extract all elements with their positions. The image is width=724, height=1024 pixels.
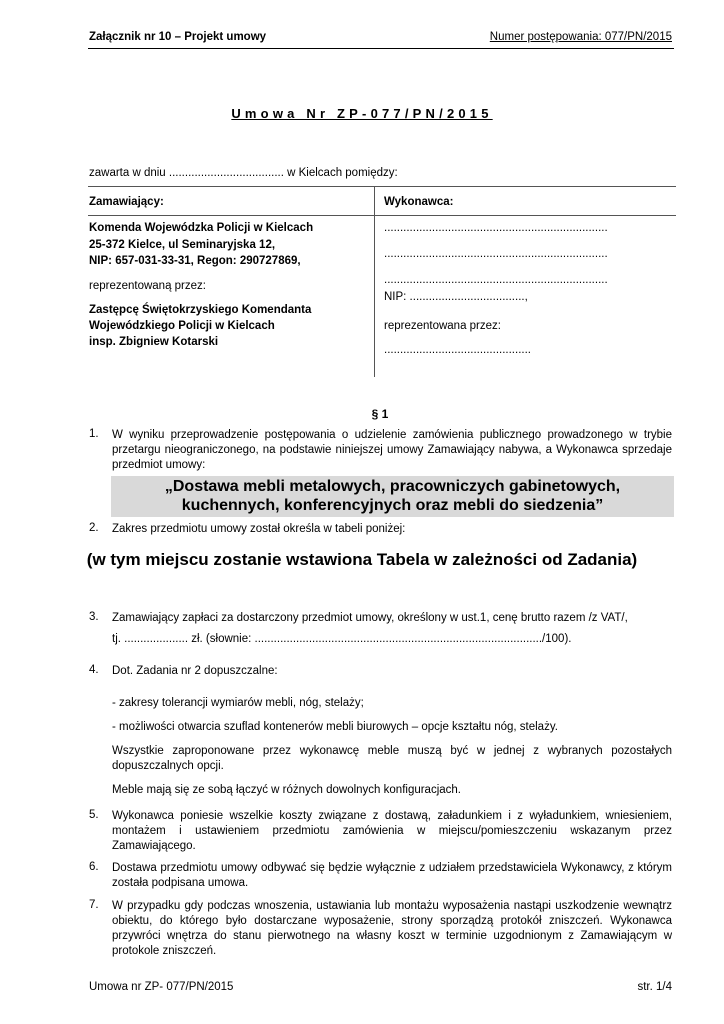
parties-table-header-line (88, 215, 676, 216)
contractor-heading: Wykonawca: (384, 196, 454, 208)
orderer-line-1: Komenda Wojewódzka Policji w Kielcach (89, 222, 314, 234)
contractor-nip: NIP: ...................................., (384, 291, 528, 303)
contractor-blank-3: ...................................................................... (384, 274, 608, 286)
subject-banner-line-2: kuchennych, konferencyjnych oraz mebli do siedzenia” (181, 497, 604, 514)
paragraph-3-line-2: tj. .................... zł. (słownie: ........................................................................................../100). (112, 633, 572, 645)
paragraph-5-number: 5. (89, 809, 99, 821)
section-heading: § 1 (371, 407, 389, 421)
paragraph-4-line-2: - zakresy tolerancji wymiarów mebli, nóg, stelaży; (112, 697, 364, 709)
table-insert-note: (w tym miejscu zostanie wstawiona Tabela w zależności od Zadania) (86, 550, 638, 569)
subject-banner-line-1: „Dostawa mebli metalowych, pracowniczych gabinetowych, (164, 478, 621, 495)
orderer-rep-line-2: Wojewódzkiego Policji w Kielcach (89, 320, 275, 332)
subject-banner (111, 476, 674, 517)
paragraph-2-number: 2. (89, 522, 99, 534)
parties-table-top-line (88, 186, 676, 187)
paragraph-5: Wykonawca poniesie wszelkie koszty związane z dostawą, załadunkiem i z wyładunkiem, wniesieniem, montażem i ustawieniem przedmiotu zamówienia w miejscu/pomieszczeniu wskazanym przez Zamawiającego. (112, 810, 672, 852)
orderer-rep-line-3: insp. Zbigniew Kotarski (89, 336, 219, 348)
orderer-rep-label: reprezentowaną przez: (89, 280, 206, 292)
paragraph-6-number: 6. (89, 861, 99, 873)
paragraph-6: Dostawa przedmiotu umowy odbywać się będzie wyłącznie z udziałem przedstawiciela Wykonawcy, z którym została podpisana umowa. (112, 862, 672, 889)
paragraph-1: W wyniku przeprowadzenie postępowania o udzielenie zamówienia publicznego prowadzonego w trybie przetargu nieograniczonego, na podstawie niniejszej umowy Zamawiający nabywa, a Wykonawca sprzedaje przedmiot umowy: (112, 429, 672, 471)
paragraph-2: Zakres przedmiotu umowy został określa w tabeli poniżej: (112, 523, 406, 535)
paragraph-4-line-5: Meble mają się ze sobą łączyć w różnych dowolnych konfiguracjach. (112, 784, 461, 796)
parties-table-divider (374, 186, 375, 377)
contractor-rep-label: reprezentowana przez: (384, 320, 501, 332)
header-attachment-label: Załącznik nr 10 – Projekt umowy (89, 31, 267, 43)
paragraph-3-number: 3. (89, 611, 99, 623)
footer-page-number: str. 1/4 (637, 981, 672, 993)
contract-title (0, 106, 724, 121)
header-case-number: Numer postępowania: 077/PN/2015 (489, 31, 672, 43)
footer-contract-number: Umowa nr ZP- 077/PN/2015 (89, 981, 234, 993)
contractor-blank-1: ...................................................................... (384, 222, 608, 234)
orderer-heading: Zamawiający: (89, 196, 164, 208)
orderer-rep-line-1: Zastępcę Świętokrzyskiego Komendanta (89, 304, 312, 316)
header-divider (88, 48, 674, 49)
paragraph-3-line-1: Zamawiający zapłaci za dostarczony przedmiot umowy, określony w ust.1, cenę brutto razem /z VAT/, (112, 612, 628, 624)
paragraph-4-line-4: Wszystkie zaproponowane przez wykonawcę meble muszą być w jednej z wybranych pozostałych dopuszczalnych opcji. (112, 745, 672, 772)
paragraph-4-line-3: - możliwości otwarcia szuflad kontenerów mebli biurowych – opcje kształtu nóg, stelaży. (112, 721, 558, 733)
paragraph-7-number: 7. (89, 899, 99, 911)
paragraph-4-number: 4. (89, 664, 99, 676)
paragraph-1-number: 1. (89, 428, 99, 440)
paragraph-4-line-1: Dot. Zadania nr 2 dopuszczalne: (112, 665, 278, 677)
contractor-blank-2: ...................................................................... (384, 248, 608, 260)
contract-intro: zawarta w dniu .................................... w Kielcach pomiędzy: (89, 167, 398, 179)
contractor-rep-blank: .............................................. (384, 344, 531, 356)
orderer-line-2: 25-372 Kielce, ul Seminaryjska 12, (89, 239, 276, 251)
orderer-line-3: NIP: 657-031-33-31, Regon: 290727869, (89, 255, 301, 267)
paragraph-7: W przypadku gdy podczas wnoszenia, ustawiania lub montażu wyposażenia nastąpi uszkodzenie wewnątrz obiektu, do którego było dostarczane wyposażenie, strony sporządzą protokół zniszczeń. Wykonawca przywróci wnętrza do stanu pierwotnego na własny koszt w terminie uzgodnionym z Zamawiającym w protokole zniszczeń. (112, 900, 672, 957)
contract-title-text: Umowa Nr ZP-077/PN/2015 (231, 106, 493, 121)
